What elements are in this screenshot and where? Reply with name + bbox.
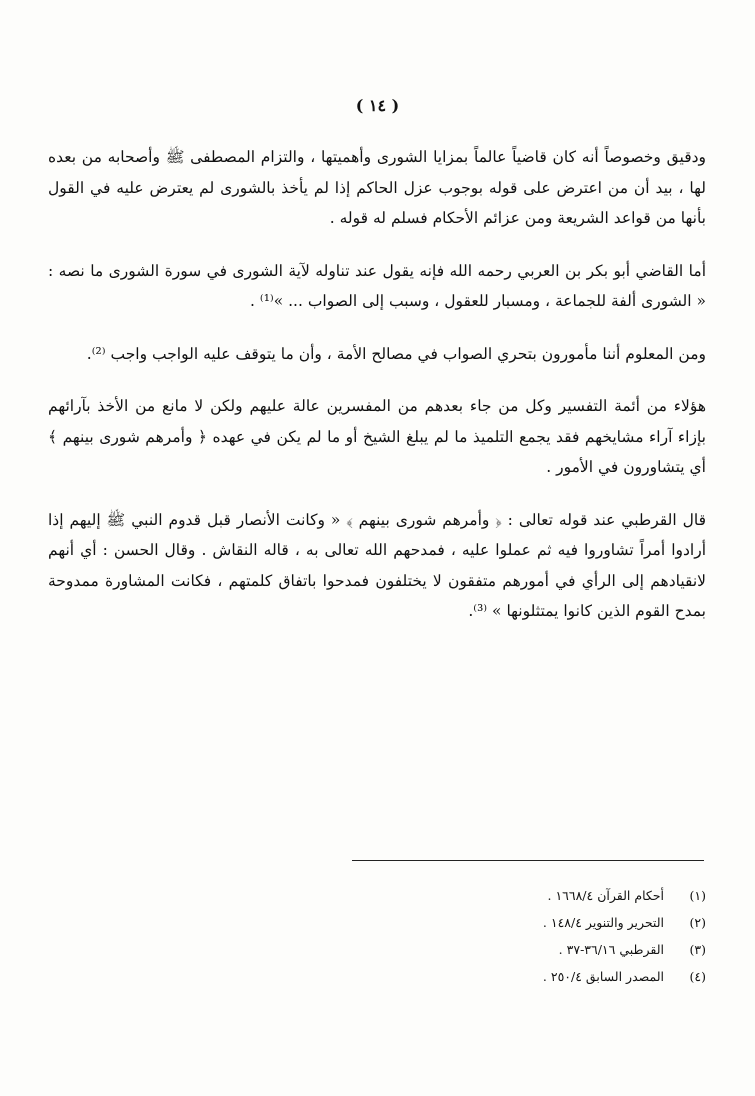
paragraph-2: أما القاضي أبو بكر بن العربي رحمه الله فإنه يقول عند تناوله لآية الشورى في سورة الشورى ما نصه : « الشورى ألفة للجماعة ، ومسبار للعقول ، وسبب إلى الصواب ... »⁽¹⁾ . [48,261,706,310]
footnote-text: التحرير والتنوير ١٤٨/٤ . [542,915,664,930]
footnote-separator [352,860,704,861]
footnote-text: أحكام القرآن ١٦٦٨/٤ . [547,888,664,903]
footnote-4 [306,963,706,990]
paragraph-3: ومن المعلوم أننا مأمورون بتحري الصواب في مصالح الأمة ، وأن ما يتوقف عليه الواجب واجب ⁽²⁾. [86,344,706,363]
footnotes [306,882,706,990]
paragraph-1: ودقيق وخصوصاً أنه كان قاضياً عالماً بمزايا الشورى وأهميتها ، والتزام المصطفى ﷺ وأصحابه من بعده لها ، بيد أن من اعترض على قوله بوجوب عزل الحاكم إذا لم يأخذ بالشورى لم يعترض عليه في القول بأنها من قواعد الشريعة ومن عزائم الأحكام فسلم له قوله . [48,148,706,227]
footnote-number: (٣) [689,942,706,957]
footnote-number: (٢) [689,915,706,930]
footnote-text: القرطبي ٣٦/١٦-٣٧ . [558,942,664,957]
footnote-text: المصدر السابق ٢٥٠/٤ . [542,969,664,984]
page-number: ( ١٤ ) [355,96,400,115]
footnote-number: (٤) [689,969,706,984]
paragraph-5: قال القرطبي عند قوله تعالى : ﴿ وأمرهم شورى بينهم ﴾ « وكانت الأنصار قبل قدوم النبي ﷺ إليهم إذا أرادوا أمراً تشاوروا فيه ثم عملوا عليه ، فمدحهم الله تعالى به ، قاله النقاش . وقال الحسن : أي أنهم لانقيادهم إلى الرأي في أمورهم متفقون لا يختلفون فمدحوا باتفاق كلمتهم ، فكانت المشاورة ممدوحة بمدح القوم الذين كانوا يمتثلونها » ⁽³⁾. [48,510,706,620]
footnote-number: (١) [689,888,706,903]
footnote-1 [306,882,706,909]
footnote-3 [306,936,706,963]
paragraph-4: هؤلاء من أئمة التفسير وكل من جاء بعدهم من المفسرين عالة عليهم ولكن لا مانع من الأخذ بآرائهم بإزاء آراء مشايخهم فقد يجمع التلميذ ما لم يبلغ الشيخ أو ما لم يكن في عهده ﴿ وأمرهم شورى بينهم ﴾ أي يتشاورون في الأمور . [48,397,706,476]
body-text [48,142,706,649]
footnote-2 [306,909,706,936]
